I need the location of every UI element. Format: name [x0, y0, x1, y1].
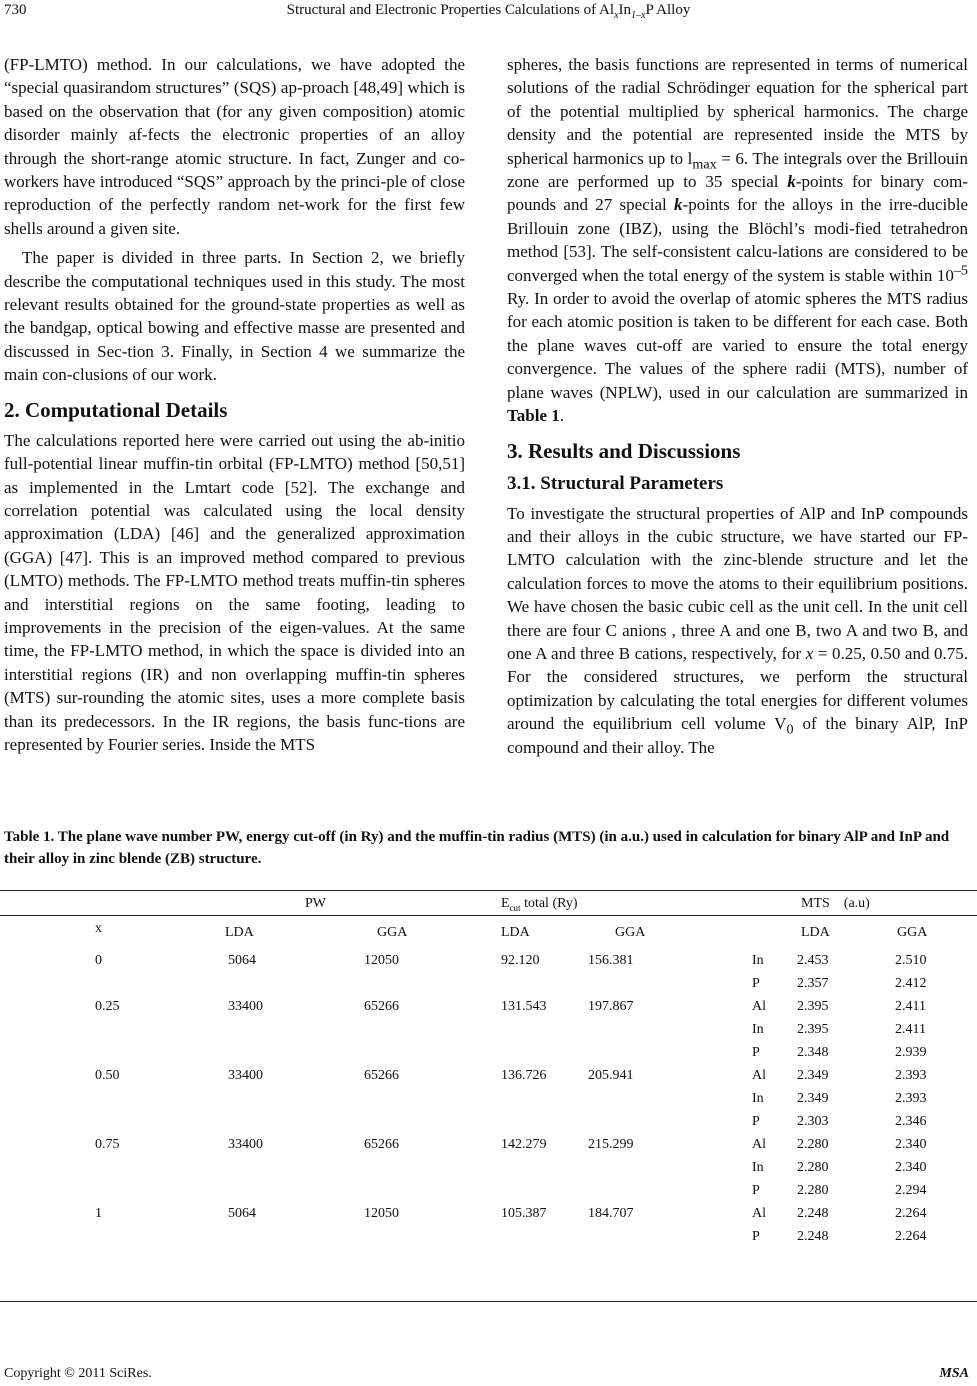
paragraph-basis: spheres, the basis functions are represented in terms of numerical solutions of the radial Schrödinger equation for the spherical part of the potential multiplied by spherical harmonics. The charge density and the potential are represented inside the MTS by spherical harmonics up to $l_{max} = 6$. The integrals over the Brillouin zone are performed up to 35 special k-points for binary com-pounds and 27 special k-points for the alloys in the irre-ducible Brillouin zone (IBZ), using the Blöchl’s modi-fied tetrahedron method [53]. The self-consistent calcu-lations are considered to be converged when the total energy of the system is stable within $10^{-5}$ Ry. In order to avoid the overlap of atomic spheres the MTS radius for each atomic position is taken to be different for each case. Both the plane waves cut-off are varied to ensure the total energy convergence. The values of the sphere radii (MTS), number of plane waves (NPLW), used in our calculation are summarized in Table 1. — [507, 55, 969, 426]
cell-pw-lda: 33400 — [228, 999, 263, 1014]
cell-mts-lda: 2.395 — [797, 1022, 829, 1037]
paragraph-fp-lmto: The calculations reported here were carried out using the ab-initio full-potential linear muffin-tin orbital (FP-LMTO) method [50,51] as implemented in the Lmtart code [52]. The exchange and correlation potential was calculated using the local density approximation (LDA) [46] and the generalized approximation (GGA) [47]. This is an improved method compared to previous (LMTO) methods. The FP-LMTO method treats muffin-tin spheres and interstitial regions on the same footing, leading to improvements in the precision of the eigen-values. At the same time, the FP-LMTO method, in which the space is divided into an interstitial regions (IR) and non overlapping muffin-tin spheres (MTS) sur-rounding the atomic sites, uses a more complete basis than its predecessors. In the IR regions, the basis func-tions are represented by Fourier series. Inside the MTS — [4, 430, 465, 754]
running-header — [0, 0, 977, 24]
cell-atom: Al — [752, 999, 766, 1014]
cell-mts-lda: 2.280 — [797, 1160, 829, 1175]
cell-mts-lda: 2.348 — [797, 1045, 829, 1060]
cell-atom: In — [752, 1022, 764, 1037]
section-heading-computational: 2. Computational Details — [4, 397, 228, 422]
cell-ecut-lda: 136.726 — [501, 1068, 547, 1083]
cell-mts-lda: 2.349 — [797, 1091, 829, 1106]
cell-atom: In — [752, 1160, 764, 1175]
cell-ecut-lda: 142.279 — [501, 1137, 547, 1152]
cell-ecut-lda: 92.120 — [501, 953, 540, 968]
section-heading-results: 3. Results and Discussions — [507, 438, 741, 463]
cell-mts-lda: 2.349 — [797, 1068, 829, 1083]
cell-pw-lda: 33400 — [228, 1137, 263, 1152]
header-pw: PW — [305, 896, 326, 911]
header-ecut: $E_{cut}$ total (Ry) — [501, 896, 578, 913]
left-column — [4, 53, 465, 762]
cell-atom: In — [752, 1091, 764, 1106]
cell-pw-lda: 5064 — [228, 953, 256, 968]
paragraph-sqs: (FP-LMTO) method. In our calculations, we have adopted the “special quasirandom structures” (SQS) ap-proach [48,49] which is based on the observation that (for any given composition) atomic disorder mainly af-fects the electronic properties of an alloy through the short-range atomic structure. In fact, Zunger and co-workers have introduced “SQS” approach by the princi-ple of close reproduction of the perfectly random net-work for the first few shells around a given site. — [4, 55, 465, 238]
cell-mts-gga: 2.412 — [895, 976, 927, 991]
cell-mts-gga: 2.340 — [895, 1137, 927, 1152]
paragraph-structural: To investigate the structural properties of AlP and InP compounds and their alloys in the cubic structure, we have started our FP-LMTO calculation with the zinc-blende structure and let the calculation forces to move the atoms to their equilibrium positions. We have chosen the basic cubic cell as the unit cell. In the unit cell there are four C anions , three A and one B, two A and two B, and one A and three B cations, respectively, for x = 0.25, 0.50 and 0.75. For the considered structures, we perform the structural optimization by calculating the total energies for different volumes around the equilibrium cell volume $V_0$ of the binary AlP, InP compound and their alloy. The — [507, 503, 969, 757]
cell-atom: Al — [752, 1137, 766, 1152]
table-1-reference[interactable]: Table 1 — [507, 406, 560, 426]
cell-x: 0.25 — [95, 999, 120, 1014]
cell-mts-lda: 2.395 — [797, 999, 829, 1014]
cell-x: 0.50 — [95, 1068, 120, 1083]
cell-atom: Al — [752, 1068, 766, 1083]
cell-ecut-gga: 205.941 — [588, 1068, 634, 1083]
cell-mts-gga: 2.939 — [895, 1045, 927, 1060]
header-mts-lda: LDA — [801, 925, 830, 940]
cell-mts-gga: 2.340 — [895, 1160, 927, 1175]
copyright: Copyright © 2011 SciRes. — [4, 1366, 152, 1381]
cell-ecut-gga: 184.707 — [588, 1206, 634, 1221]
table-bottom-rule — [0, 1301, 977, 1302]
cell-atom: P — [752, 1045, 760, 1060]
header-pw-lda: LDA — [225, 925, 254, 940]
cell-ecut-gga: 156.381 — [588, 953, 634, 968]
cell-ecut-lda: 105.387 — [501, 1206, 547, 1221]
cell-mts-lda: 2.357 — [797, 976, 829, 991]
page-number: 730 — [4, 2, 27, 18]
cell-pw-gga: 65266 — [364, 999, 399, 1014]
cell-atom: P — [752, 976, 760, 991]
cell-ecut-lda: 131.543 — [501, 999, 547, 1014]
cell-pw-gga: 65266 — [364, 1137, 399, 1152]
right-column — [507, 53, 968, 765]
cell-atom: P — [752, 1229, 760, 1244]
header-mts: MTS (a.u) — [801, 896, 870, 911]
cell-pw-gga: 12050 — [364, 953, 399, 968]
journal-abbreviation: MSA — [939, 1366, 969, 1381]
paragraph-outline: The paper is divided in three parts. In Section 2, we briefly describe the computational techniques used in this study. The most relevant results obtained for the ground-state properties as well as the bandgap, optical bowing and effective masse are presented and discussed in Sec-tion 3. Finally, in Section 4 we summarize the main con-clusions of our work. — [4, 248, 465, 385]
header-ecut-gga: GGA — [615, 925, 646, 940]
cell-mts-gga: 2.294 — [895, 1183, 927, 1198]
table-caption: Table 1. The plane wave number PW, energy cut-off (in Ry) and the muffin-tin radius (MTS) (in a.u.) used in calculation for binary AlP and InP and their alloy in zinc blende (ZB) structure. — [4, 829, 950, 867]
data-table — [0, 890, 977, 1302]
cell-atom: In — [752, 953, 764, 968]
cell-mts-lda: 2.248 — [797, 1229, 829, 1244]
cell-pw-gga: 65266 — [364, 1068, 399, 1083]
cell-mts-lda: 2.248 — [797, 1206, 829, 1221]
cell-x: 0 — [95, 953, 102, 968]
cell-x: 0.75 — [95, 1137, 120, 1152]
cell-pw-lda: 33400 — [228, 1068, 263, 1083]
cell-mts-gga: 2.411 — [895, 999, 926, 1014]
cell-mts-lda: 2.453 — [797, 953, 829, 968]
cell-atom: P — [752, 1114, 760, 1129]
cell-atom: P — [752, 1183, 760, 1198]
cell-mts-gga: 2.393 — [895, 1091, 927, 1106]
cell-mts-lda: 2.280 — [797, 1137, 829, 1152]
cell-atom: Al — [752, 1206, 766, 1221]
cell-mts-gga: 2.510 — [895, 953, 927, 968]
cell-ecut-gga: 197.867 — [588, 999, 634, 1014]
cell-mts-gga: 2.411 — [895, 1022, 926, 1037]
cell-x: 1 — [95, 1206, 102, 1221]
cell-mts-lda: 2.280 — [797, 1183, 829, 1198]
cell-mts-gga: 2.346 — [895, 1114, 927, 1129]
header-ecut-lda: LDA — [501, 925, 530, 940]
cell-mts-lda: 2.303 — [797, 1114, 829, 1129]
table-top-rule — [0, 890, 977, 891]
running-title: Structural and Electronic Properties Calculations of $Al_xIn_{1-x}P$ Alloy — [286, 2, 691, 21]
cell-mts-gga: 2.264 — [895, 1229, 927, 1244]
subsection-heading-structural: 3.1. Structural Parameters — [507, 472, 724, 494]
header-x: x — [95, 921, 102, 936]
cell-mts-gga: 2.393 — [895, 1068, 927, 1083]
cell-pw-lda: 5064 — [228, 1206, 256, 1221]
header-mts-gga: GGA — [897, 925, 928, 940]
cell-pw-gga: 12050 — [364, 1206, 399, 1221]
header-pw-gga: GGA — [377, 925, 408, 940]
cell-ecut-gga: 215.299 — [588, 1137, 634, 1152]
table-header-rule — [0, 915, 977, 916]
cell-mts-gga: 2.264 — [895, 1206, 927, 1221]
